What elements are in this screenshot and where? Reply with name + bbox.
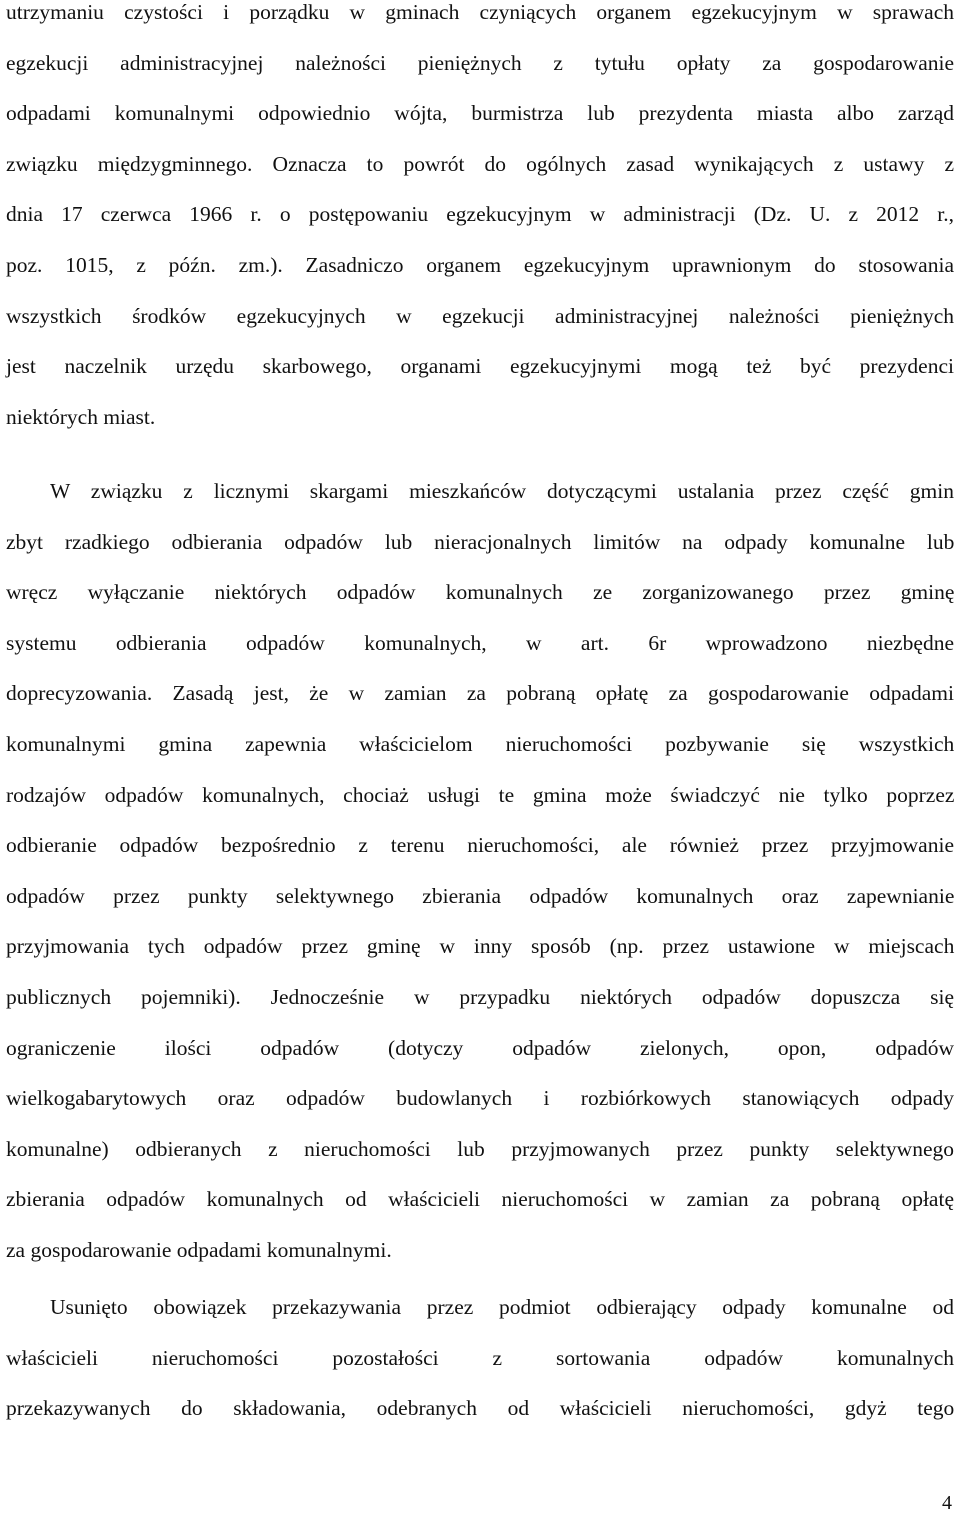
- paragraph-3: [6, 1282, 954, 1434]
- text-line: publicznych pojemniki). Jednocześnie w przypadku niektórych odpadów dopuszcza się: [6, 984, 954, 1009]
- text-line: rodzajów odpadów komunalnych, chociaż usługi te gmina może świadczyć nie tylko poprzez: [6, 782, 955, 807]
- paragraph-2: [6, 466, 954, 1276]
- text-line: zbierania odpadów komunalnych od właścicieli nieruchomości w zamian za pobraną opłatę: [6, 1187, 954, 1212]
- text-line: przyjmowania tych odpadów przez gminę w inny sposób (np. przez ustawione w miejscach: [6, 934, 955, 959]
- text-line: przekazywanych do składowania, odebranych od właścicieli nieruchomości, gdyż tego: [6, 1396, 955, 1421]
- text-line: odpadami komunalnymi odpowiednio wójta, burmistrza lub prezydenta miasta albo zarząd: [6, 101, 954, 126]
- text-line: poz. 1015, z późn. zm.). Zasadniczo organem egzekucyjnym uprawnionym do stosowania: [6, 252, 954, 277]
- text-line: utrzymaniu czystości i porządku w gminach czyniących organem egzekucyjnym w sprawach: [6, 0, 954, 24]
- text-line: za gospodarowanie odpadami komunalnymi.: [6, 1237, 392, 1262]
- text-line: odpadów przez punkty selektywnego zbierania odpadów komunalnych oraz zapewnianie: [6, 883, 955, 908]
- text-line: dnia 17 czerwca 1966 r. o postępowaniu egzekucyjnym w administracji (Dz. U. z 2012 r.,: [6, 202, 954, 227]
- text-line: komunalne) odbieranych z nieruchomości lub przyjmowanych przez punkty selektywnego: [6, 1136, 954, 1161]
- text-line: związku międzygminnego. Oznacza to powrót do ogólnych zasad wynikających z ustawy z: [6, 151, 954, 176]
- text-line: W związku z licznymi skargami mieszkańców dotyczącymi ustalania przez część gmin: [50, 479, 954, 503]
- text-line: niektórych miast.: [6, 404, 156, 429]
- paragraph-1: [6, 0, 954, 442]
- text-line: Usunięto obowiązek przekazywania przez podmiot odbierający odpady komunalne od: [50, 1295, 954, 1319]
- text-line: wręcz wyłączanie niektórych odpadów komunalnych ze zorganizowanego przez gminę: [6, 580, 955, 605]
- text-line: doprecyzowania. Zasadą jest, że w zamian za pobraną opłatę za gospodarowanie odpadami: [6, 681, 954, 706]
- text-line: komunalnymi gmina zapewnia właścicielom nieruchomości pozbywanie się wszystkich: [6, 731, 955, 756]
- text-line: jest naczelnik urzędu skarbowego, organami egzekucyjnymi mogą też być prezydenci: [6, 354, 954, 379]
- text-line: ograniczenie ilości odpadów (dotyczy odpadów zielonych, opon, odpadów: [6, 1035, 955, 1060]
- text-line: zbyt rzadkiego odbierania odpadów lub nieracjonalnych limitów na odpady komunalne lub: [6, 529, 955, 554]
- text-line: wszystkich środków egzekucyjnych w egzekucji administracyjnej należności pieniężnych: [6, 303, 954, 328]
- text-line: systemu odbierania odpadów komunalnych, w art. 6r wprowadzono niezbędne: [6, 630, 954, 655]
- text-line: odbieranie odpadów bezpośrednio z terenu nieruchomości, ale również przez przyjmowanie: [6, 833, 954, 858]
- text-line: egzekucji administracyjnej należności pieniężnych z tytułu opłaty za gospodarowanie: [6, 50, 954, 75]
- text-line: wielkogabarytowych oraz odpadów budowlanych i rozbiórkowych stanowiących odpady: [6, 1086, 955, 1111]
- text-line: właścicieli nieruchomości pozostałości z sortowania odpadów komunalnych: [6, 1345, 954, 1370]
- page-number: 4: [942, 1492, 952, 1514]
